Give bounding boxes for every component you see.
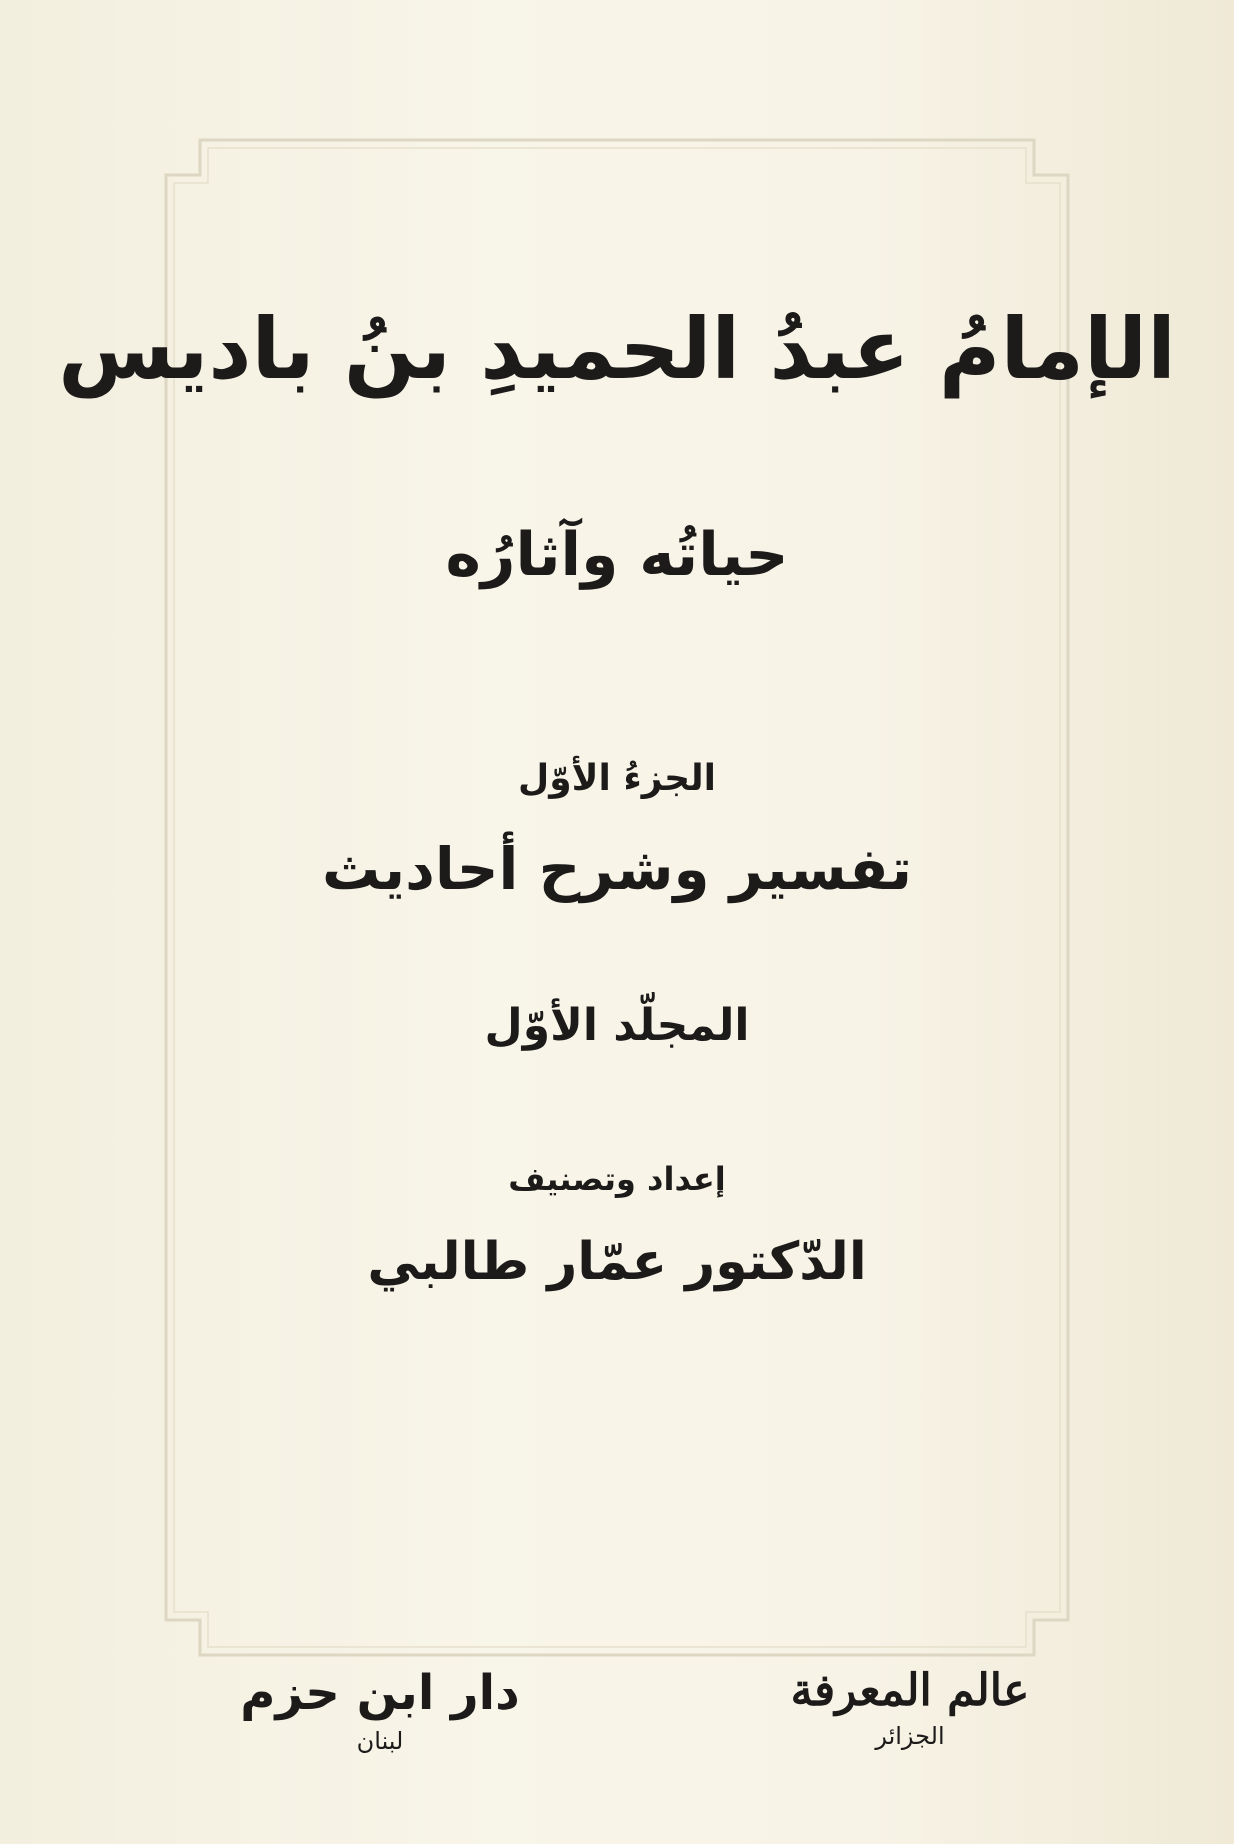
part-title: تفسير وشرح أحاديث bbox=[321, 835, 913, 903]
publisher-name: عالم المعرفة bbox=[790, 1665, 1030, 1716]
part-label: الجزءُ الأوّل bbox=[518, 758, 716, 799]
publisher-name: دار ابن حزم bbox=[240, 1665, 520, 1721]
author-name: الدّكتور عمّار طالبي bbox=[367, 1232, 867, 1292]
publisher-place: لبنان bbox=[356, 1727, 404, 1755]
publisher-dar-ibn-hazm bbox=[230, 1665, 530, 1755]
prepared-by-label: إعداد وتصنيف bbox=[508, 1160, 726, 1198]
subtitle: حياتُه وآثارُه bbox=[445, 520, 789, 590]
publisher-place: الجزائر bbox=[875, 1722, 945, 1750]
volume-label: المجلّد الأوّل bbox=[484, 1000, 750, 1051]
main-title: الإمامُ عبدُ الحميدِ بنُ باديس bbox=[58, 300, 1176, 398]
publisher-alam-al-marifa bbox=[780, 1665, 1040, 1750]
